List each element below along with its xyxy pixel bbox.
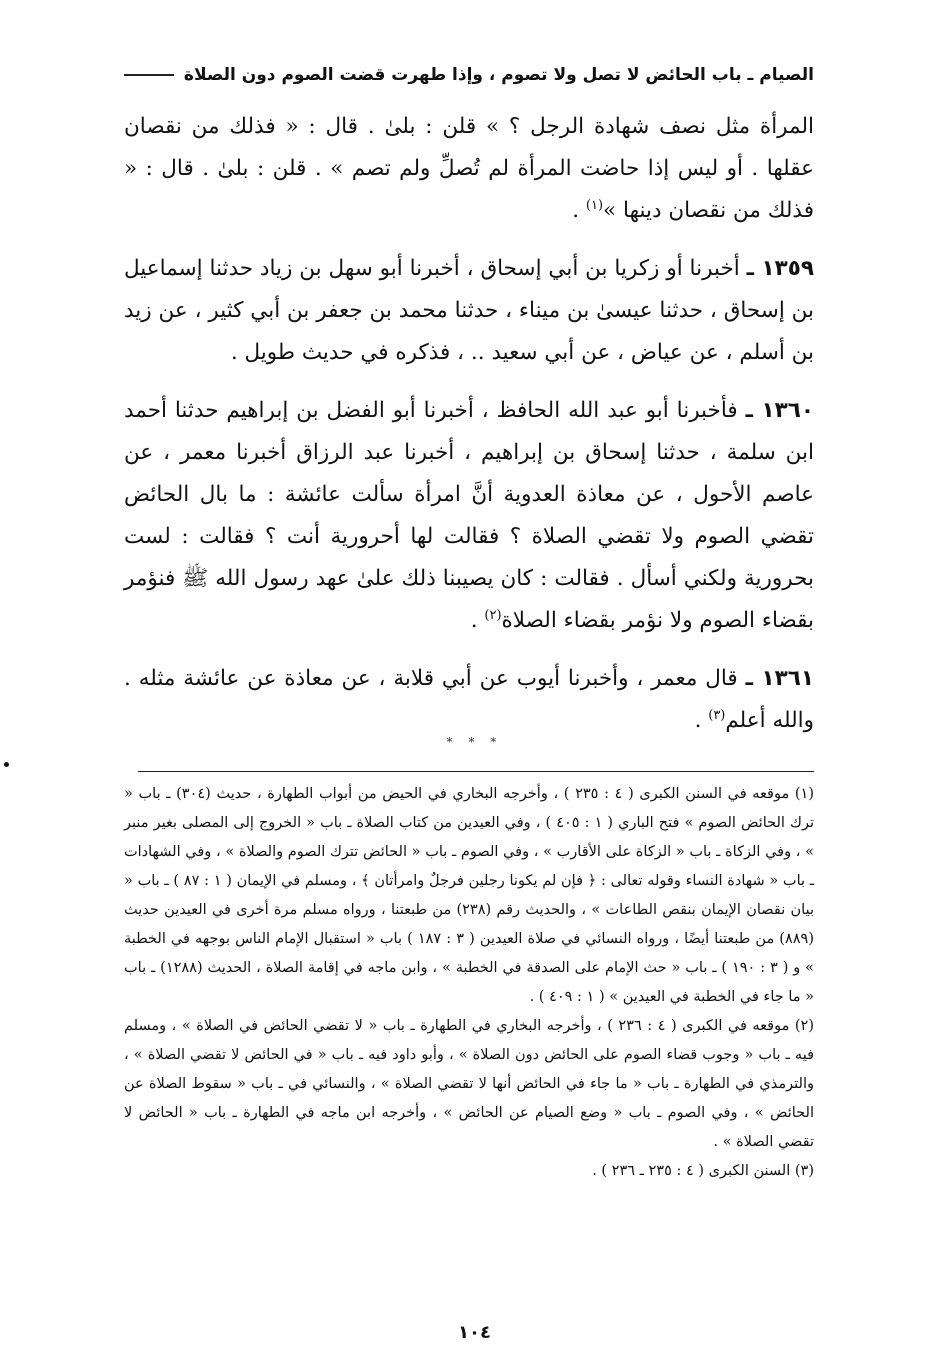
footnote-3: (٣) السنن الكبرى ( ٤ : ٢٣٥ ـ ٢٣٦ ) . [592,1163,814,1179]
hadith-1360 [124,390,814,642]
paragraph-text: أخبرنا أو زكريا بن أبي إسحاق ، أخبرنا أبو سهل بن زياد حدثنا إسماعيل بن إسحاق ، حدثنا عيسىٰ بن ميناء ، حدثنا محمد بن جعفر بن أبي كثير ، عن زيد بن أسلم ، عن عياض ، عن أبي سعيد .. ، فذكره في حديث طويل . [124,256,814,365]
paragraph-tail: . [572,198,586,223]
hadith-1361 [124,658,814,742]
main-text [124,106,814,758]
footnote-ref: (١) [585,197,604,213]
hadith-number: ١٣٦٠ ـ [745,398,814,423]
paragraph-continuation [124,106,814,232]
page-number: ١٠٤ [458,1322,491,1343]
paragraph-text: قال معمر ، وأخبرنا أيوب عن أبي قلابة ، عن معاذة عن عائشة مثله . والله أعلم [124,666,814,733]
paragraph-text: فأخبرنا أبو عبد الله الحافظ ، أخبرنا أبو الفضل بن إبراهيم حدثنا أحمد ابن سلمة ، حدثنا إسحاق بن إبراهيم ، أخبرنا عبد الرزاق أخبرنا معمر ، عن عاصم الأحول ، عن معاذة العدوية أنَّ امرأة سألت عائشة : ما بال الحائض تقضي الصوم ولا تقضي الصلاة ؟ فقالت لها أحرورية أنت ؟ فقالت : لست بحرورية ولكني أسأل . فقالت : كان يصيبنا ذلك علىٰ عهد رسول الله ﷺ فنؤمر بقضاء الصوم ولا نؤمر بقضاء الصلاة [124,398,815,633]
footnote-rule [138,771,814,772]
footnote-ref: (٢) [484,607,502,623]
hadith-number: ١٣٦١ ـ [745,666,814,691]
running-header-title: الصيام ـ باب الحائض لا تصل ولا تصوم ، وإذا طهرت قضت الصوم دون الصلاة [183,65,814,85]
header-rule [124,74,174,76]
paragraph-text: المرأة مثل نصف شهادة الرجل ؟ » قلن : بلىٰ . قال : « فذلك من نقصان عقلها . أو ليس إذا حاضت المرأة لم تُصلِّ ولم تصم » . قلن : بلىٰ . قال : « فذلك من نقصان دينها » [124,114,814,223]
hadith-1359 [124,248,814,374]
footnote-2: (٢) موقعه في الكبرى ( ٤ : ٢٣٦ ) ، وأخرجه البخاري في الطهارة ـ باب « لا تقضي الحائض في الصلاة » ، ومسلم فيه ـ باب « وجوب قضاء الصوم على الحائض دون الصلاة » ، وأبو داود فيه ـ باب « في الحائض لا تقضي الصلاة » ، والترمذي في الطهارة ـ باب « ما جاء في الحائض أنها لا تقضي الصلاة » ، والنسائي في ـ باب « سقوط الصلاة عن الحائض » ، وفي الصوم ـ باب « وضع الصيام عن الحائض » ، وأخرجه ابن ماجه في الطهارة ـ باب « الحائض لا تقضي الصلاة » . [124,1018,814,1150]
paragraph-tail: . [694,708,709,733]
footnote-1: (١) موقعه في السنن الكبرى ( ٤ : ٢٣٥ ) ، وأخرجه البخاري في الحيض من أبواب الطهارة ، حديث (٣٠٤) ـ باب « ترك الحائض الصوم » فتح الباري ( ١ : ٤٠٥ ) ، وفي العيدين من كتاب الصلاة ـ باب « الخروج إلى المصلى بغير منبر » ، وفي الزكاة ـ باب « الزكاة على الأقارب » ، وفي الصوم ـ باب « الحائض تترك الصوم والصلاة » ، وفي الشهادات ـ باب « شهادة النساء وقوله تعالى : ﴿ فإن لم يكونا رجلين فرجلٌ وامرأتان ﴾ ، ومسلم في الإيمان ( ١ : ٨٧ ) ـ باب « بيان نقصان الإيمان بنقص الطاعات » ، والحديث رقم (٢٣٨) من طبعتنا ، ورواه مسلم مرة أخرى في العيدين حديث (٨٨٩) من طبعتنا أيضًا ، ورواه النسائي في صلاة العيدين ( ٣ : ١٨٧ ) باب « استقبال الإمام الناس بوجهه في الخطبة » و ( ٣ : ١٩٠ ) ـ باب « حث الإمام على الصدقة في الخطبة » ، وابن ماجه في إقامة الصلاة ، الحديث (١٢٨٨) ـ باب « ما جاء في الخطبة في العيدين » ( ١ : ٤٠٩ ) . [124,786,815,1005]
running-header [124,58,814,92]
margin-dot [4,762,9,767]
footnote-ref: (٣) [708,707,726,723]
footnotes [124,780,814,1186]
hadith-number: ١٣٥٩ ـ [746,256,814,281]
section-separator: * * * [446,735,503,749]
paragraph-tail: . [470,608,485,633]
